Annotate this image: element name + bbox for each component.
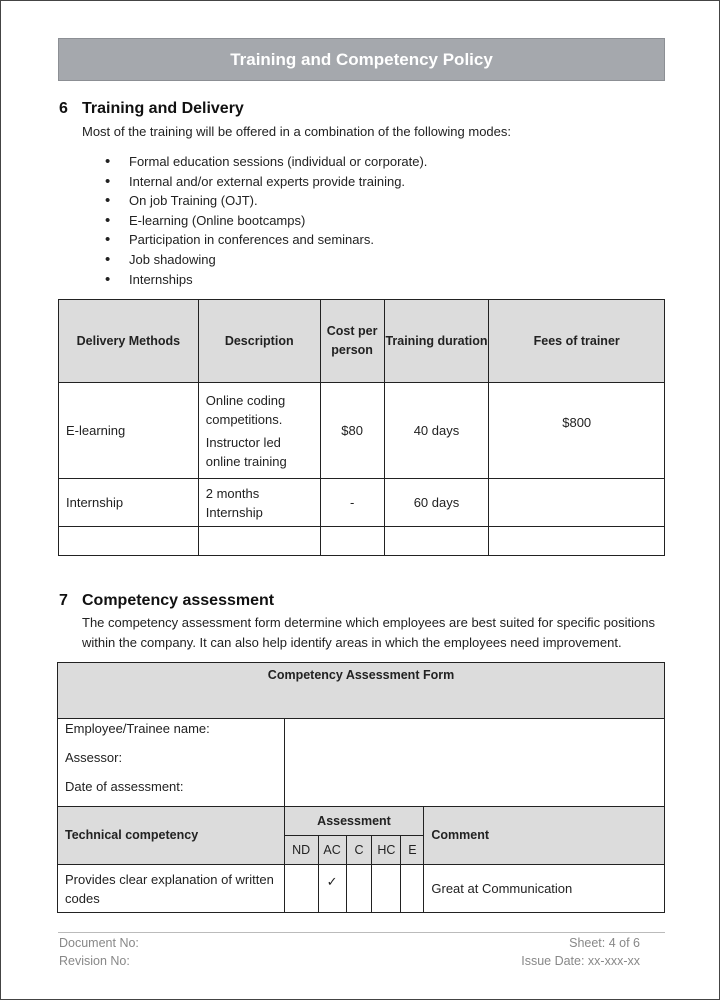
- level-header-nd: ND: [284, 836, 318, 865]
- section-7-intro: The competency assessment form determine which employees are best suited for specific positions within the company. It can also help identify areas in which the employees need improvement.: [82, 615, 655, 650]
- level-cell-hc[interactable]: [372, 865, 401, 913]
- list-item: • Participation in conferences and seminars.: [105, 230, 427, 250]
- table-row: [59, 383, 665, 479]
- section-title: Competency assessment: [82, 592, 275, 609]
- section-number: 7: [59, 592, 68, 609]
- table-cell: E-learning: [59, 383, 199, 479]
- list-item: • Job shadowing: [105, 250, 427, 270]
- table-cell: $800: [489, 383, 665, 479]
- level-header-ac: AC: [318, 836, 346, 865]
- section-number: 6: [59, 100, 68, 117]
- column-header: Delivery Methods: [59, 300, 199, 383]
- training-modes-list: [105, 152, 427, 289]
- table-header-row: [59, 300, 665, 383]
- level-header-c: C: [346, 836, 372, 865]
- comment-cell: Great at Communication: [424, 865, 665, 913]
- list-item: • On job Training (OJT).: [105, 191, 427, 211]
- section-6-intro: Most of the training will be offered in a combination of the following modes:: [82, 124, 511, 139]
- competency-cell: Provides clear explanation of written codes: [58, 865, 285, 913]
- table-cell: [198, 527, 320, 556]
- table-cell: 40 days: [384, 383, 489, 479]
- comment-header: Comment: [424, 807, 665, 865]
- table-cell: [320, 527, 384, 556]
- table-cell: [384, 527, 489, 556]
- list-item: • Internships: [105, 270, 427, 290]
- form-title-row: [58, 663, 665, 719]
- footer-right: [521, 934, 640, 970]
- column-header: Training duration: [384, 300, 489, 383]
- table-cell: [59, 527, 199, 556]
- form-info-values[interactable]: [284, 719, 664, 807]
- section-title: Training and Delivery: [82, 100, 244, 117]
- competency-assessment-form: [57, 662, 665, 913]
- sheet-number: Sheet: 4 of 6: [569, 936, 640, 950]
- list-item: • Formal education sessions (individual or corporate).: [105, 152, 427, 172]
- level-header-hc: HC: [372, 836, 401, 865]
- document-number-label: Document No:: [59, 936, 139, 950]
- level-cell-nd[interactable]: [284, 865, 318, 913]
- issue-date: Issue Date: xx-xxx-xx: [521, 954, 640, 968]
- table-cell: 2 months Internship: [198, 479, 320, 527]
- list-item: • Internal and/or external experts provide training.: [105, 172, 427, 192]
- table-cell: $80: [320, 383, 384, 479]
- employee-name-label: Employee/Trainee name:: [65, 721, 210, 736]
- description-line: Instructor led online training: [205, 434, 287, 469]
- table-cell: 60 days: [384, 479, 489, 527]
- date-of-assessment-label: Date of assessment:: [65, 779, 184, 794]
- check-mark-icon[interactable]: ✓: [318, 865, 346, 913]
- assessor-label: Assessor:: [65, 750, 123, 765]
- section-7-heading: [59, 592, 274, 610]
- level-cell-e[interactable]: [401, 865, 424, 913]
- section-6-heading: [59, 100, 244, 118]
- technical-competency-header: Technical competency: [58, 807, 285, 865]
- form-title: Competency Assessment Form: [58, 663, 665, 719]
- assessment-header: Assessment: [284, 807, 424, 836]
- table-row: [59, 479, 665, 527]
- column-header: Description: [198, 300, 320, 383]
- footer-left: [59, 934, 139, 970]
- description-line: Online coding competitions.: [205, 392, 286, 427]
- assessment-header-row: [58, 807, 665, 836]
- column-header: Cost per person: [320, 300, 384, 383]
- table-row: [58, 865, 665, 913]
- delivery-methods-table: [58, 299, 665, 556]
- table-cell: [489, 527, 665, 556]
- footer-divider: [58, 932, 665, 933]
- form-info-row: [58, 719, 665, 807]
- level-header-e: E: [401, 836, 424, 865]
- form-fields: [58, 719, 285, 807]
- level-cell-c[interactable]: [346, 865, 372, 913]
- table-cell: [489, 479, 665, 527]
- page-title: Training and Competency Policy: [58, 38, 665, 81]
- list-item: • E-learning (Online bootcamps): [105, 211, 427, 231]
- table-cell: -: [320, 479, 384, 527]
- column-header: Fees of trainer: [489, 300, 665, 383]
- table-row-empty: [59, 527, 665, 556]
- table-cell: Internship: [59, 479, 199, 527]
- revision-number-label: Revision No:: [59, 954, 130, 968]
- table-cell: [198, 383, 320, 479]
